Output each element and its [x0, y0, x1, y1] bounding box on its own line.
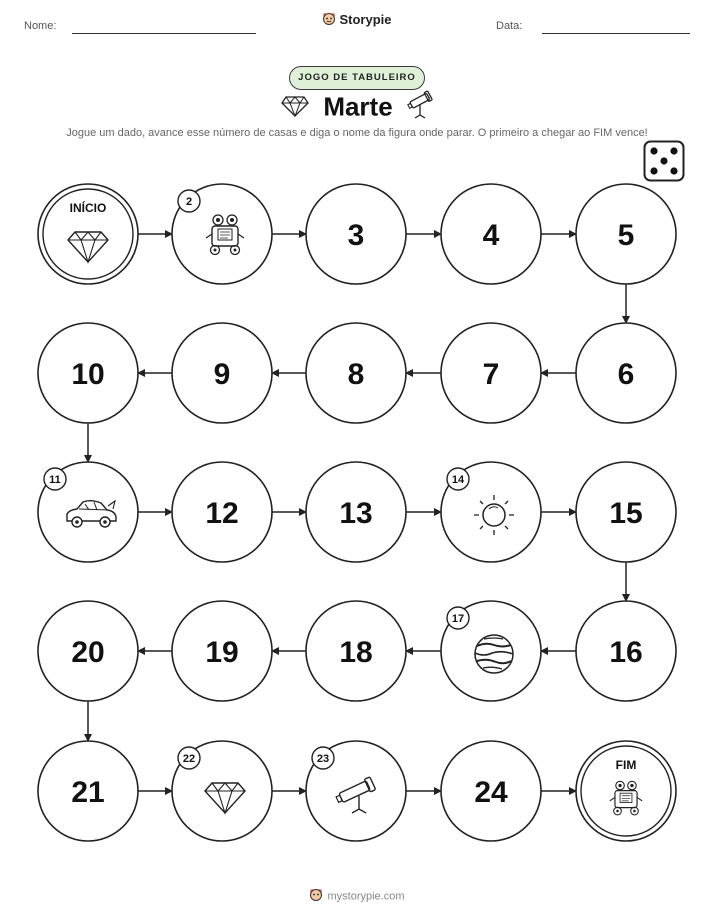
space-number-badge: 14 [451, 474, 465, 486]
board-space-21 [38, 741, 138, 841]
space-number-badge: 17 [451, 613, 465, 625]
space-number: 5 [617, 219, 635, 252]
board-space-7 [441, 323, 541, 423]
space-number: 8 [347, 358, 365, 391]
board-space-19 [172, 601, 272, 701]
space-number: 21 [71, 776, 105, 809]
date-label: Data: [496, 20, 523, 32]
board-space-22 [172, 741, 272, 841]
board-space-2 [172, 184, 272, 284]
board-space-23 [306, 741, 406, 841]
space-number: 7 [482, 358, 500, 391]
space-number: 9 [213, 358, 231, 391]
board-space-14 [441, 462, 541, 562]
board-space-3 [306, 184, 406, 284]
instructions: Jogue um dado, avance esse número de casas e diga o nome da figura onde parar. O primeiro a chegar ao FIM vence! [66, 127, 648, 139]
footer-url: mystorypie.com [327, 890, 405, 903]
space-number: 4 [482, 219, 500, 252]
title-text: Marte [323, 91, 393, 122]
brand-name: Storypie [339, 12, 392, 27]
planet-icon [475, 635, 513, 673]
space-number: 3 [347, 219, 365, 252]
board-space-16 [576, 601, 676, 701]
space-number: 10 [71, 358, 105, 391]
board-space-4 [441, 184, 541, 284]
board-space-20 [38, 601, 138, 701]
space-number: 13 [339, 497, 373, 530]
name-label: Nome: [24, 20, 57, 32]
space-number: 18 [339, 636, 373, 669]
board-space-17 [441, 601, 541, 701]
board-space-6 [576, 323, 676, 423]
space-number-badge: 23 [316, 753, 330, 765]
board-space-1 [38, 184, 138, 284]
space-number: 6 [617, 358, 635, 391]
board-space-13 [306, 462, 406, 562]
board-space-8 [306, 323, 406, 423]
board-space-9 [172, 323, 272, 423]
space-number: 20 [71, 636, 105, 669]
board-space-15 [576, 462, 676, 562]
start-label: INÍCIO [69, 201, 107, 215]
space-number: 12 [205, 497, 239, 530]
board-space-12 [172, 462, 272, 562]
board-space-10 [38, 323, 138, 423]
space-number-badge: 2 [185, 196, 193, 208]
board-space-25 [576, 741, 676, 841]
board-space-11 [38, 462, 138, 562]
space-number-badge: 11 [49, 474, 61, 486]
space-number: 15 [609, 497, 643, 530]
board-space-24 [441, 741, 541, 841]
space-number-badge: 22 [182, 753, 196, 765]
board-space-5 [576, 184, 676, 284]
footer [0, 888, 714, 905]
space-number: 24 [474, 776, 508, 809]
footer-logo-icon [309, 888, 323, 905]
space-number: 19 [205, 636, 239, 669]
game-type-badge: JOGO DE TABULEIRO [289, 66, 425, 90]
board-space-18 [306, 601, 406, 701]
space-number: 16 [609, 636, 643, 669]
end-label: FIM [615, 758, 637, 772]
